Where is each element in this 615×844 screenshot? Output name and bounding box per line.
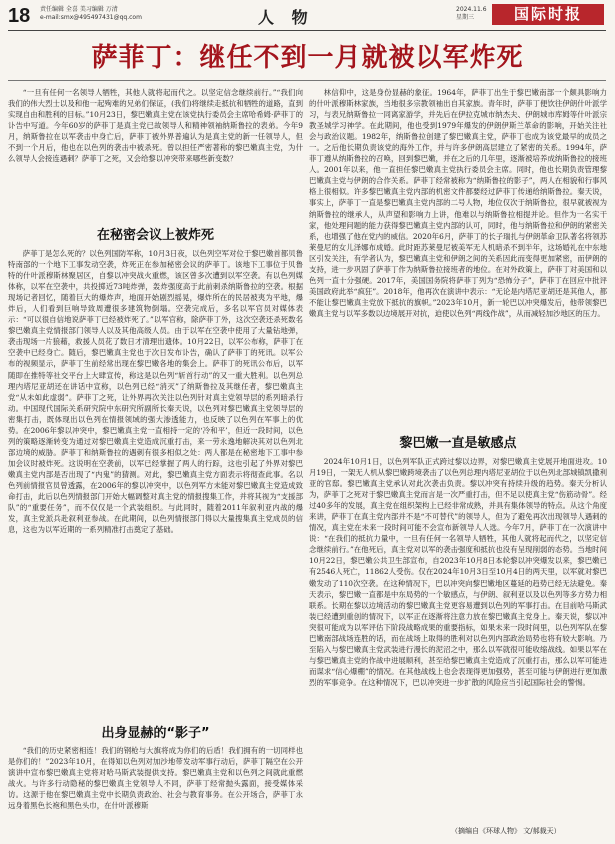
paper-logo: 国际时报 (492, 4, 604, 25)
subheading-lebanon: 黎巴嫩一直是敏感点 (399, 436, 517, 451)
section-title: 人 物 (258, 8, 314, 27)
intro-continued (309, 87, 607, 327)
issue-date: 2024.11.6 (456, 6, 487, 13)
issue-weekday: 星期三 (456, 14, 475, 21)
editor-email: e-mail:smx@495497431@qq.com (40, 14, 142, 21)
date-info (456, 6, 487, 22)
subheading-shadow: 出身显赫的“影子” (101, 726, 210, 741)
paragraph: 2024年10月1日，以色列军队正式跨过黎以边界，对黎巴嫩真主党展开地面进攻。10月19日，一架无人机从黎巴嫩跨境袭击了以色列总理内塔尼亚胡位于以色列北部城镇凯撒利亚的官邸。黎巴嫩真主党承认对此次袭击负责。黎以冲突有持续升级的趋势。秦天分析认为，萨菲丁之死对于黎巴嫩真主党而言是一次严重打击，但不足以使真主党“伤筋动骨”。经过40多年的发展，真主党在组织架构上已经非常成熟，并具有集体领导的特点。从这个角度来讲，萨菲丁在真主党内部并不是“不可替代”的领导人，但为了避免再次出现领导人遇刺的情况，真主党在未来一段时间可能不会宣布新领导人人选。今年7月，萨菲丁在一次演讲中说：“在我们的抵抗力量中，一旦有任何一名领导人牺牲，其他人就将起而代之，以坚定信念继续前行。”在他死后，真主党对以军的袭击强度和抵抗也没有呈现削弱的态势。当地时间10月22日，黎巴嫩公共卫生部宣布，自2023年10月8日本轮黎以冲突爆发以来，黎巴嫩已有2546人死亡，11862人受伤。仅在2024年10月3日至10月4日的两天里，以军就对黎巴嫩发动了110次空袭。在这种情况下，巴以冲突向黎巴嫩地区蔓延的趋势已经无法避免。秦天表示，黎巴嫩一直都是中东局势的一个敏感点，与伊朗、叙利亚以及以色列等多方势力相联系。长期在黎以边境活动的黎巴嫩真主党更容易遭到以色列的军事打击。在目前哈马斯武装已经遭到重创的情况下，以军正在逐渐将注意力放在黎巴嫩真主党身上。秦天说，黎以冲突很可能成为以军评估下阶段战略成果的重要指标，如果未来一段时间里，以色列军队在黎巴嫩南部战场连胜的话，而在战场上取得的胜利对以色列内部政治局势也将有较大影响。乃至陷入与黎巴嫩真主党武装进行漫长的泥沼之中，那么以军就很可能收缩战线。如果以军在与黎巴嫩真主党的作战中进展顺利，甚至给黎巴嫩真主党造成了沉重打击，那么以军可能进而谋求“信心爆棚”的情况。在其他战线上也会表现得更加强势，甚至可能与伊朗进行更加激烈的军事竞争。在这种情况下，巴以冲突进一步扩散的风险应当引起国际社会的警惕。 (309, 457, 607, 687)
subheading-secret-meeting: 在秘密会议上被炸死 (96, 228, 214, 243)
intro-continuation-paragraph: 林信仰中，这是身份显赫的象征。1964年，萨菲丁出生于黎巴嫩南部一个颇具影响力的什叶派穆斯林家族，当地很多宗教领袖出自其家族。青年时，萨菲丁便饮往伊朗什叶派学习，与表兄纳斯鲁拉一同离家游学，并先后在伊拉克城市纳杰夫、伊朗城市库姆等什叶派宗教圣城学习神学。在此期间，他也受到1979年爆发的伊朗伊斯兰革命的影响，开始关注社会与政治议题。1982年，纳斯鲁拉创建了黎巴嫩真主党，萨菲丁也成为该党最早的成员之一。之后他长期负责该党的海外工作，并与许多伊朗高层建立了紧密的关系。1994年，萨菲丁遵从纳斯鲁拉的召唤，回到黎巴嫩，并在之后的几年里，逐渐被培养成纳斯鲁拉的接班人。2001年以来，他一直担任黎巴嫩真主党执行委员会主席。同时，他也长期负责管理黎巴嫩真主党与伊朗的合作关系。萨菲丁经常被称为“纳斯鲁拉的影子”，两人在相貌和行事风格上很相似。许多黎巴嫩真主党内部的机密文件都要经过萨菲丁传递给纳斯鲁拉。秦天说，事实上，萨菲丁一直是黎巴嫩真主党内部的二号人物，地位仅次于纳斯鲁拉，很早就被视为纳斯鲁拉的继承人，从声望和影响力上讲，他难以与纳斯鲁拉相提并论。但作为一名实干家，他处理问题的能力获得黎巴嫩真主党内部的认可，同时，他与纳斯鲁拉和伊朗的紧密关系，也增强了他在党内的威信。2020年6月，萨菲丁的长子瑞扎与伊朗革命卫队著名将领苏莱曼尼的女儿泽娜布成婚。此时距苏莱曼尼被美军无人机暗杀不到半年，这场婚礼在中东地区引发关注，有学者认为，黎巴嫩真主党和伊朗之间的关系因此而变得更加紧密，而伊朗的支持，进一步巩固了萨菲丁作为纳斯鲁拉接班者的地位。在对外政策上，萨菲丁对美国和以色列一直十分强硬。2017年，美国国务院将萨菲丁列为“恐怖分子”，萨菲丁在回应中批评美国政府此举“疯狂”。2018年，他再次在演讲中表示：“无论是内塔尼亚胡还是其他人，都不能让黎巴嫩真主党放下抵抗的旗帜。”2023年10月，新一轮巴以冲突爆发后，他带领黎巴嫩真主党与以军多数以边境展开对抗，迫使以色列“两线作战”，从而减轻加沙地区的压力。 (309, 88, 607, 318)
headline-rule (8, 80, 606, 81)
paragraph: 萨菲丁是怎么死的？以色列国防军称，10月3日夜，以色列空军对位于黎巴嫩首都贝鲁特南部的一个地下工事发动空袭，炸死正在参加秘密会议的萨菲丁。该地下工事位于贝鲁特的什叶派穆斯林聚居区，自黎以冲突战火重燃，该区曾多次遭到以军空袭。有以色列媒体称，以军在空袭中，共投掷近73吨炸弹，轰炸强度高于此前刺杀纳斯鲁拉的空袭。根据现场记者回忆，随着巨大的爆炸声，地面开始剧烈摇晃，爆炸所在的民居被夷为平地，爆炸后，人们看到巨响导致周遭很多建筑物倒塌。空袭完成后，多名以军官员对媒体表示：“可以很自信地说萨菲丁已经被炸死了。”以军官称，除萨菲丁外，这次空袭还杀死数名黎巴嫩真主党情报部门领导人以及其他高级人员。由于以军在空袭中使用了大量钻地弹，袭击现场一片狼藉，救援人员花了数日才清理出遗体。10月22日，以军公布称，萨菲丁在空袭中已经身亡。随后，黎巴嫩真主党也于次日发布讣告，确认了萨菲丁的死讯。以军公布的视频显示，萨菲丁生前经常出现在黎巴嫩各地的集会上。萨菲丁的死讯公布后，以军随即在推特等社交平台上大肆宣传，称这是以色列“斩首行动”的又一重大胜利。以色列总理内塔尼亚胡还在讲话中宣称，以色列已经“消灭”了纳斯鲁拉及其继任者，黎巴嫩真主党“从未如此虚弱”。萨菲丁之死，让外界再次关注以色列针对真主党领导层的系列暗杀行动。中国现代国际关系研究院中东研究所副所长秦天说，以色列对黎巴嫩真主党领导层的密集打击，既体现出以色列在情报领域的强大渗透能力，也反映了以色列在军事上的优势。在2006年黎以冲突中，黎巴嫩真主党一直相持一定的‘冷和平’，但近一段时间，以色列的策略逐渐转变为通过对黎巴嫩真主党造成沉重打击，来一劳永逸地解决其对以色列北部边境的威胁。萨菲丁和纳斯鲁拉的遇刺有很多相似之处：两人都是在秘密地下工事中参加会议时被炸死。这说明在空袭前，以军已经掌握了两人的行踪，这也引起了外界对黎巴嫩真主党内部是否出现了“内鬼”的猜测。对此，黎巴嫩真主党方面表示将彻查此事。名以色列前情报官员曾透露，在2006年的黎以冲突中，以色列军方未能对黎巴嫩真主党造成致命打击，此后以色列情报部门开始大幅调整对真主党的情报搜集工作，并将其视为“支援部队”的“重要任务”，而不仅仅是一个武装组织。与此同时，随着2011年叙利亚内战的爆发，真主党派兵赴叙利亚参战。在此期间，以色列情报部门得以大量搜集真主党成员的信息，这也为以军近期的一系列精准打击奠定了基础。 (8, 249, 303, 535)
section-secret-meeting-text (8, 248, 303, 718)
page-header (0, 0, 615, 36)
paragraph: “我们的历史紧密相连！我们的钢枪与大旗将成为你们的后盾！我们拥有的一切同样也是你们的！”2023年10月，在得知以色列对加沙地带发动军事行动后，萨菲丁隔空在公开演讲中宣布黎巴嫩真主党将对哈马斯武装提供支持。黎巴嫩真主党和以色列之间就此重燃战火。与许多行动隐秘的黎巴嫩真主党领导人不同，萨菲丁经常抛头露面，接受媒体采访。这源于他在黎巴嫩真主党中长期负责政治、社会与教育事务。在公开场合，萨菲丁永远身着黑色长袍和黑色头巾，在什叶派穆斯 (8, 746, 303, 811)
byline: （摘编自《环球人物》 文/郝裁天） (451, 827, 561, 835)
page-number: 18 (8, 5, 31, 27)
header-rule (8, 30, 606, 31)
headline: 萨菲丁：继任不到一月就被以军炸死 (91, 43, 524, 73)
section-shadow-text (8, 745, 303, 839)
paragraph: “一旦有任何一名领导人牺牲，其他人就将起而代之。以坚定信念继续前行。”“我们向我们的伟大烈士以及和他一起殉难的兄弟们保证，(我们)将继续走抵抗和牺牲的道路，直到实现自由和胜利的目标。”10月23日，黎巴嫩真主党在该党执行委员会主席哈希姆·萨菲丁的讣告中写道。今年60岁的萨菲丁是真主党已故领导人和精神领袖纳斯鲁拉的表弟。今年9月，纳斯鲁拉在以军袭击中身亡后，萨菲丁被外界普遍认为是真主党的新一任领导人，但不到一个月后，他也在以色列的袭击中被杀死。曾以担任严密著称的黎巴嫩真主党，为什么领导人会接连遇刺？萨菲丁之死，又会给黎以冲突带来哪些新变数？ (8, 88, 303, 164)
editor-names: 责任编辑 全喜 美习编辑 万清 (40, 6, 118, 13)
section-lebanon-text (309, 456, 607, 824)
editor-info (40, 6, 142, 22)
intro-text (8, 87, 303, 219)
